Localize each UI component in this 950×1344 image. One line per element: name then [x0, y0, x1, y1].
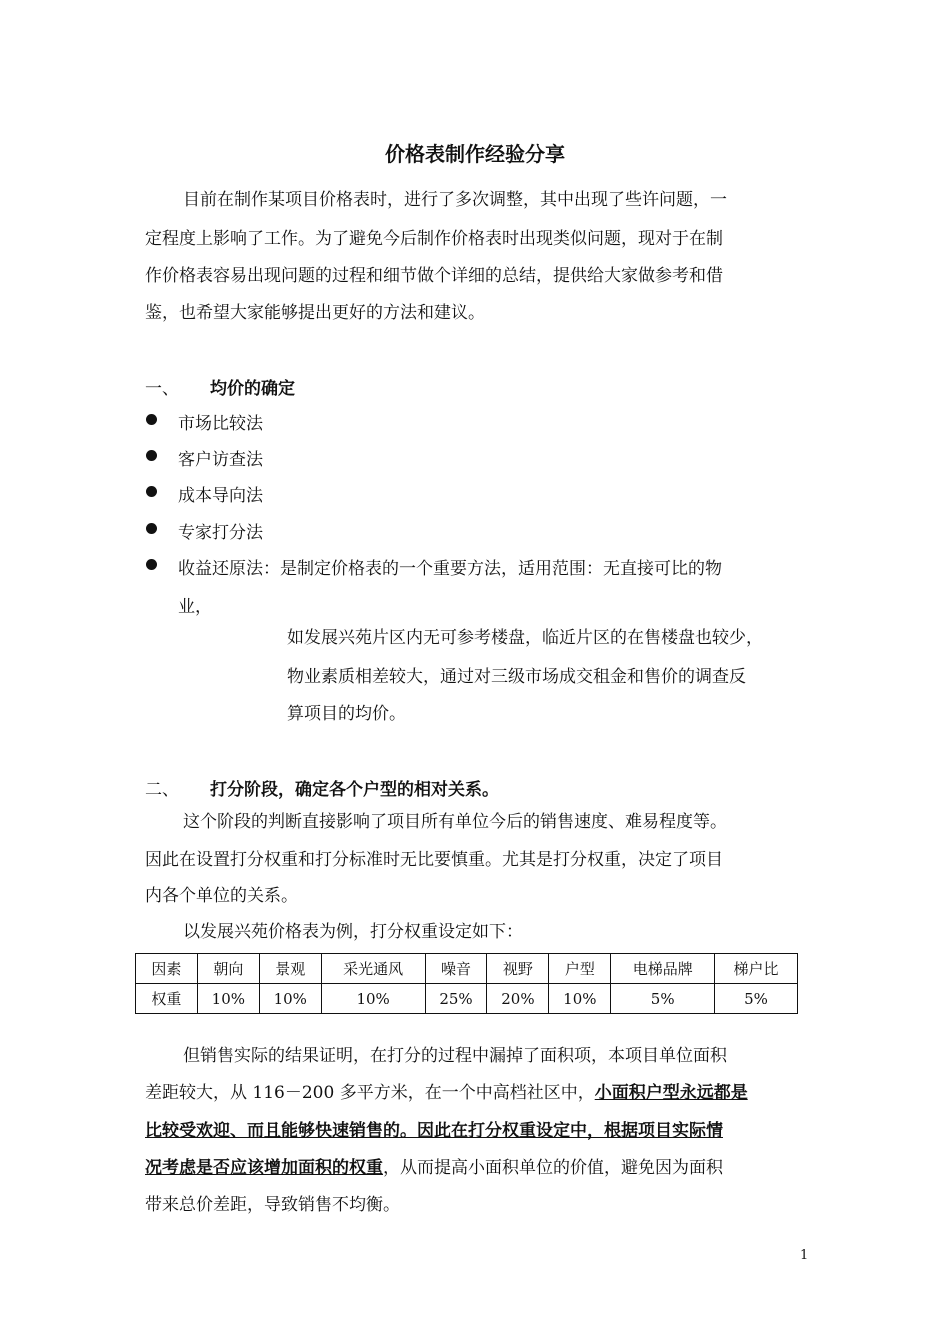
- table-cell: 朝向: [197, 954, 259, 984]
- section2-para-2: 因此在设置打分权重和打分标准时无比要慎重。尤其是打分权重，决定了项目: [145, 850, 723, 870]
- table-cell: 噪音: [425, 954, 487, 984]
- example-line-1: 如发展兴苑片区内无可参考楼盘，临近片区的在售楼盘也较少，: [287, 628, 763, 648]
- page-number: 1: [800, 1248, 809, 1263]
- bullet-item-cont: 业，: [178, 597, 212, 617]
- section1-number: 一、: [145, 379, 179, 399]
- emphasis-text: 比较受欢迎、而且能够快速销售的。因此在打分权重设定中，根据项目实际情: [145, 1121, 723, 1141]
- table-cell: 视野: [487, 954, 549, 984]
- table-cell: 梯户比: [715, 954, 798, 984]
- weight-table: [135, 953, 798, 1014]
- table-header-row: [136, 954, 798, 984]
- table-cell: 5%: [611, 984, 715, 1014]
- intro-line-1: 目前在制作某项目价格表时，进行了多次调整，其中出现了些许问题，一: [183, 190, 727, 210]
- section2-number: 二、: [145, 780, 179, 800]
- conclusion-line-2: [145, 1083, 748, 1103]
- table-cell: 25%: [425, 984, 487, 1014]
- bullet-icon: [146, 559, 157, 570]
- conclusion-line-5: 带来总价差距，导致销售不均衡。: [145, 1195, 400, 1215]
- bullet-item: 成本导向法: [178, 486, 263, 506]
- table-cell: 5%: [715, 984, 798, 1014]
- bullet-item: 收益还原法：是制定价格表的一个重要方法，适用范围：无直接可比的物: [178, 559, 722, 579]
- bullet-item: 客户访查法: [178, 450, 263, 470]
- bullet-item: 市场比较法: [178, 414, 263, 434]
- table-cell: 因素: [136, 954, 198, 984]
- table-intro: 以发展兴苑价格表为例，打分权重设定如下：: [183, 922, 523, 942]
- section2-para-3: 内各个单位的关系。: [145, 886, 298, 906]
- table-cell: 10%: [549, 984, 611, 1014]
- table-cell: 采光通风: [321, 954, 425, 984]
- table-cell: 景观: [259, 954, 321, 984]
- table-cell: 10%: [321, 984, 425, 1014]
- table-cell: 20%: [487, 984, 549, 1014]
- conclusion-line-1: 但销售实际的结果证明，在打分的过程中漏掉了面积项，本项目单位面积: [183, 1046, 727, 1066]
- intro-line-2: 定程度上影响了工作。为了避免今后制作价格表时出现类似问题，现对于在制: [145, 229, 723, 249]
- intro-line-3: 作价格表容易出现问题的过程和细节做个详细的总结，提供给大家做参考和借: [145, 266, 723, 286]
- conclusion-text: ，从而提高小面积单位的价值，避免因为面积: [383, 1158, 723, 1178]
- section2-heading: 打分阶段，确定各个户型的相对关系。: [210, 780, 499, 800]
- bullet-icon: [146, 486, 157, 497]
- bullet-icon: [146, 450, 157, 461]
- table-row: [136, 984, 798, 1014]
- table-cell: 10%: [259, 984, 321, 1014]
- emphasis-text: 况考虑是否应该增加面积的权重: [145, 1158, 383, 1178]
- bullet-icon: [146, 523, 157, 534]
- bullet-icon: [146, 414, 157, 425]
- table-cell: 电梯品牌: [611, 954, 715, 984]
- table-cell: 10%: [197, 984, 259, 1014]
- example-line-2: 物业素质相差较大，通过对三级市场成交租金和售价的调查反: [287, 667, 746, 687]
- conclusion-line-4: [145, 1158, 723, 1178]
- example-line-3: 算项目的均价。: [287, 704, 406, 724]
- intro-line-4: 鉴，也希望大家能够提出更好的方法和建议。: [145, 303, 485, 323]
- bullet-item: 专家打分法: [178, 523, 263, 543]
- document-title: 价格表制作经验分享: [385, 142, 565, 166]
- emphasis-text: 小面积户型永远都是: [594, 1083, 748, 1103]
- section1-heading: 均价的确定: [210, 379, 295, 399]
- table-cell: 权重: [136, 984, 198, 1014]
- table-cell: 户型: [549, 954, 611, 984]
- section2-para-1: 这个阶段的判断直接影响了项目所有单位今后的销售速度、难易程度等。: [183, 812, 727, 832]
- conclusion-line-3: [145, 1121, 723, 1141]
- conclusion-text: 差距较大，从 116－200 多平方米，在一个中高档社区中，: [145, 1083, 595, 1103]
